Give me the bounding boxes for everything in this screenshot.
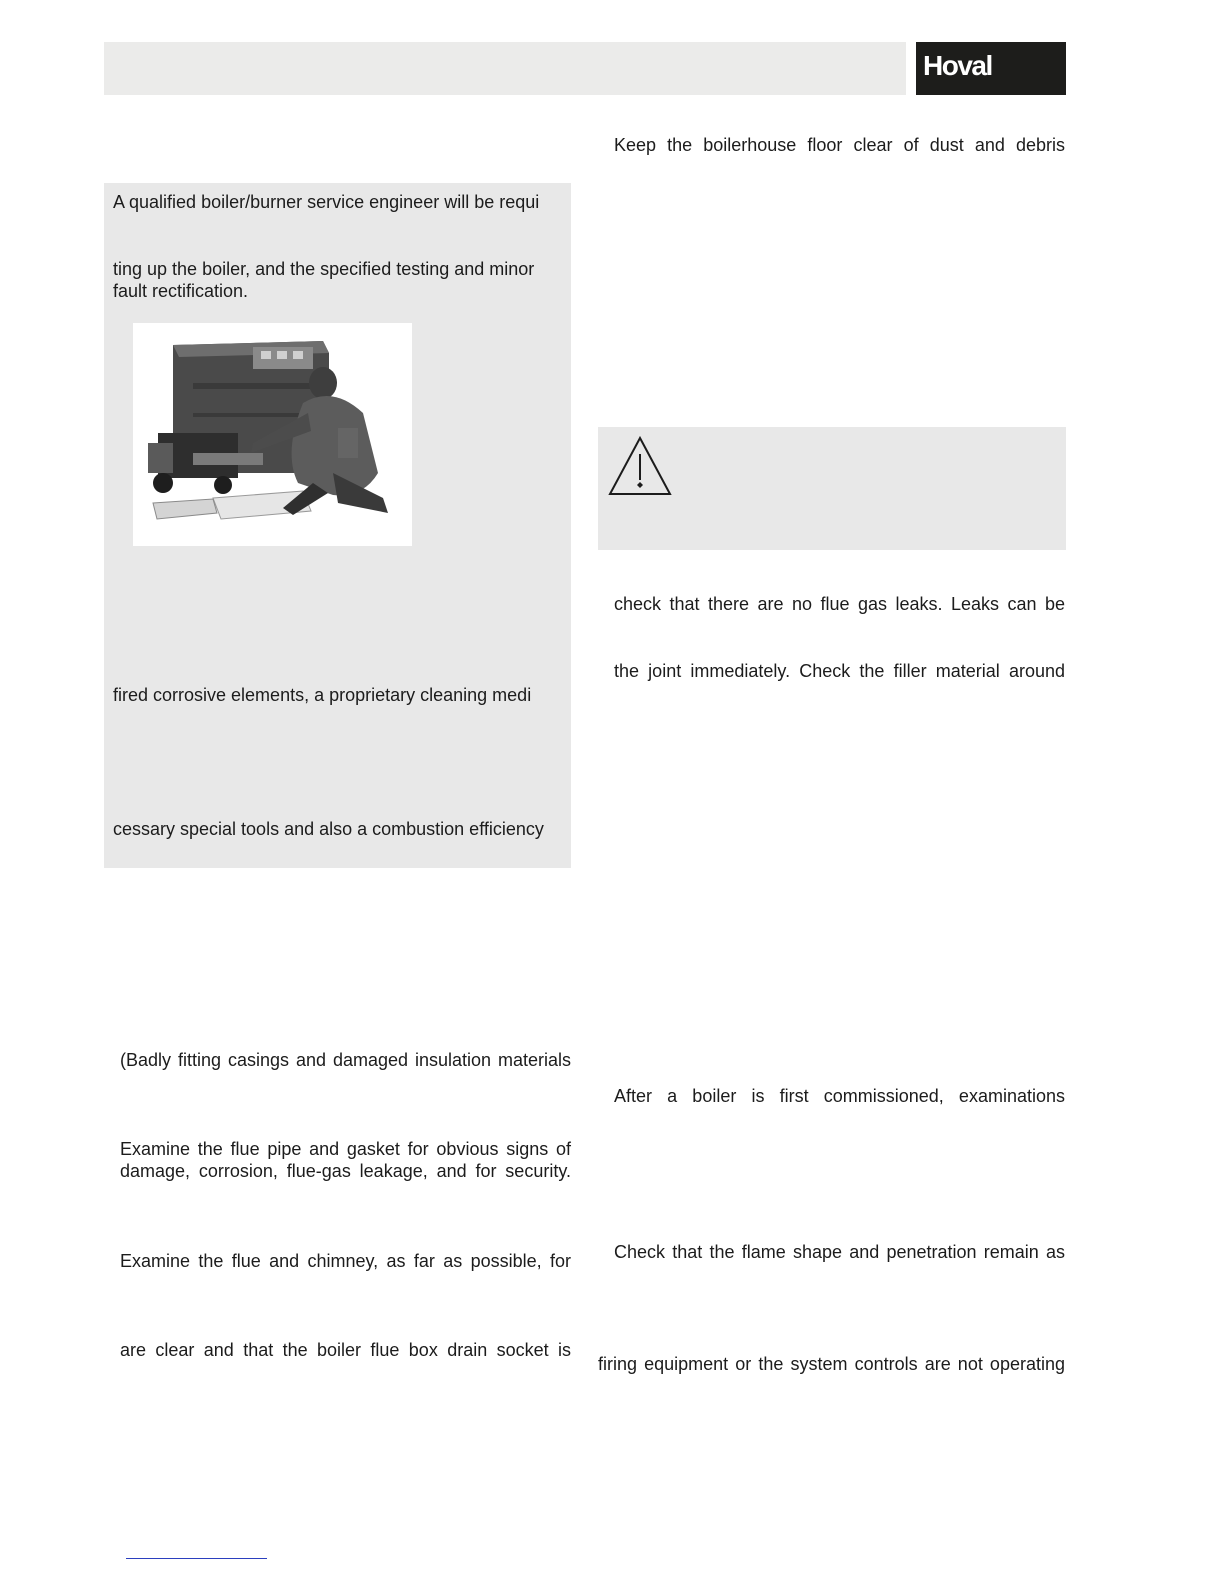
service-info-line: cessary special tools and also a combustion efficiency <box>113 819 544 839</box>
body-text-line: the joint immediately. Check the filler material around <box>614 661 1065 681</box>
body-text-line: firing equipment or the system controls are not operating <box>598 1354 1065 1374</box>
body-text-line: check that there are no flue gas leaks. Leaks can be <box>614 594 1065 614</box>
body-text-line: Examine the flue pipe and gasket for obvious signs of <box>120 1139 571 1159</box>
body-text-line: After a boiler is first commissioned, examinations <box>614 1086 1065 1106</box>
brand-logo-text: Hoval <box>923 50 992 81</box>
body-text-line: (Badly fitting casings and damaged insulation materials <box>120 1050 571 1070</box>
footer-rule <box>126 1558 267 1559</box>
body-text-line: Check that the flame shape and penetration remain as <box>614 1242 1065 1262</box>
photo-illustration <box>133 323 412 546</box>
body-text-line: Examine the flue and chimney, as far as possible, for <box>120 1251 571 1271</box>
body-text-line: Keep the boilerhouse floor clear of dust and debris <box>614 135 1065 155</box>
body-text-line: damage, corrosion, flue-gas leakage, and for security. <box>120 1161 571 1181</box>
service-info-line: ting up the boiler, and the specified testing and minor <box>113 259 535 279</box>
warning-triangle-icon <box>608 436 672 496</box>
header-bar <box>104 42 906 95</box>
service-info-line: fault rectification. <box>113 281 249 301</box>
service-info-line: fired corrosive elements, a proprietary cleaning medi <box>113 685 532 705</box>
warning-box <box>598 427 1066 550</box>
body-text-line: are clear and that the boiler flue box drain socket is <box>120 1340 571 1360</box>
engineer-servicing-boiler-photo <box>133 323 412 546</box>
service-info-line: A qualified boiler/burner service engineer will be requi <box>113 192 540 212</box>
brand-logo <box>916 42 1066 95</box>
